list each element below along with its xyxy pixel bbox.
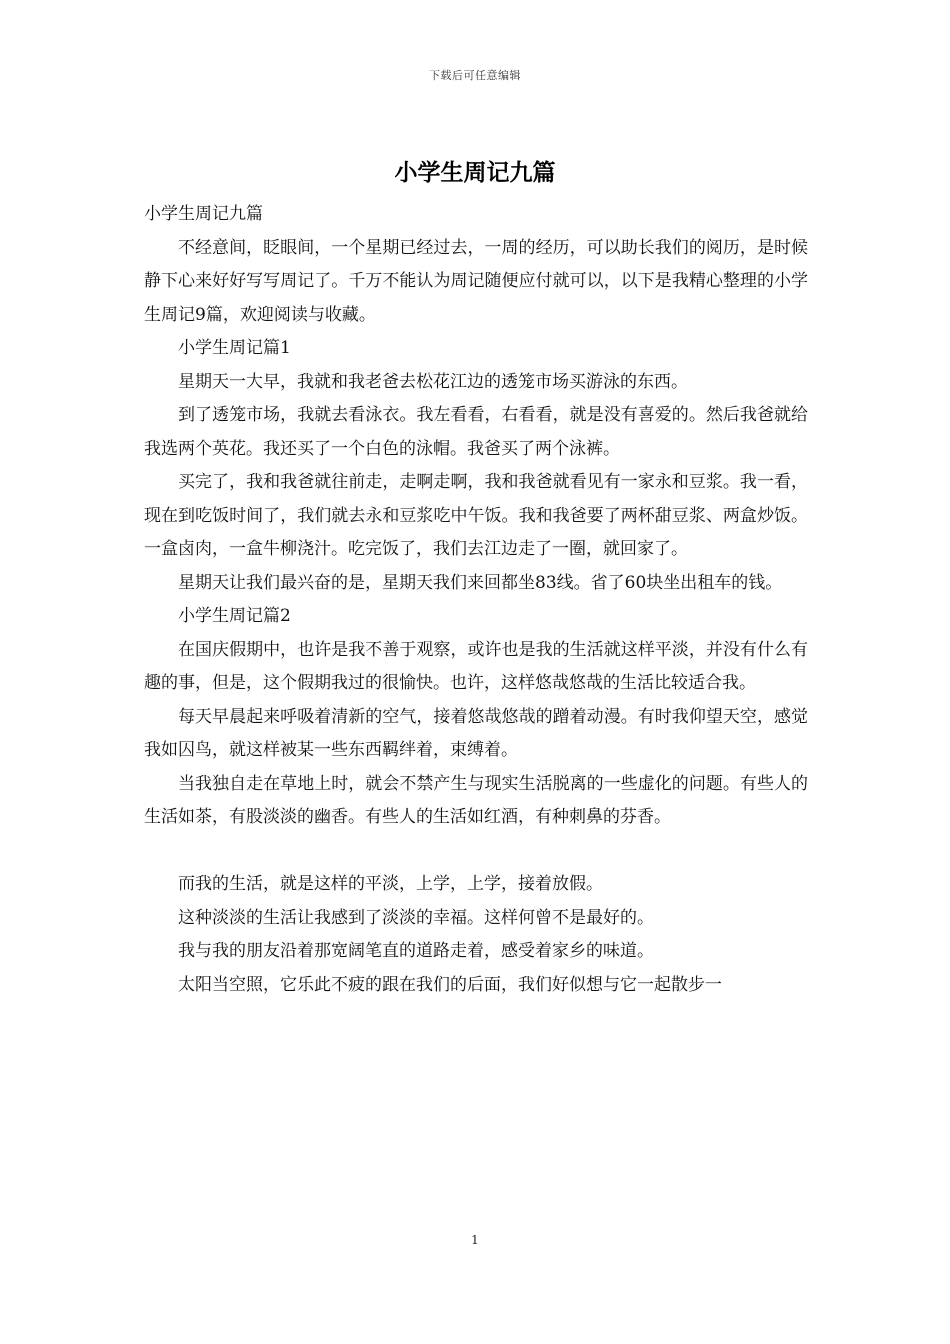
document-body	[144, 198, 808, 1002]
paragraph: 而我的生活，就是这样的平淡，上学，上学，接着放假。	[178, 874, 603, 894]
intro-paragraph: 不经意间，眨眼间，一个星期已经过去，一周的经历，可以助长我们的阅历，是时候静下心来好好写写周记了。千万不能认为周记随便应付就可以，以下是我精心整理的小学生周记9篇，欢迎阅读与收藏。	[144, 237, 808, 325]
paragraph: 我与我的朋友沿着那宽阔笔直的道路走着，感受着家乡的味道。	[178, 941, 654, 961]
paragraph: 每天早晨起来呼吸着清新的空气，接着悠哉悠哉的蹭着动漫。有时我仰望天空，感觉我如囚鸟，就这样被某一些东西羁绊着，束缚着。	[144, 706, 808, 760]
paragraph: 买完了，我和我爸就往前走，走啊走啊，我和我爸就看见有一家永和豆浆。我一看，现在到吃饭时间了，我们就去永和豆浆吃中午饭。我和我爸要了两杯甜豆浆、两盒炒饭。一盒卤肉，一盒牛柳浇汁。吃完饭了，我们去江边走了一圈，就回家了。	[144, 472, 808, 559]
blank-line	[144, 835, 808, 869]
paragraph: 到了透笼市场，我就去看泳衣。我左看看，右看看，就是没有喜爱的。然后我爸就给我选两个英花。我还买了一个白色的泳帽。我爸买了两个泳裤。	[144, 405, 808, 459]
subtitle-paragraph: 小学生周记九篇	[144, 204, 263, 224]
paragraph: 太阳当空照，它乐此不疲的跟在我们的后面，我们好似想与它一起散步一	[178, 974, 722, 995]
header-note: 下载后可任意编辑	[429, 69, 521, 82]
paragraph: 这种淡淡的生活让我感到了淡淡的幸福。这样何曾不是最好的。	[178, 907, 654, 928]
document-title: 小学生周记九篇	[394, 159, 556, 186]
paragraph: 星期天让我们最兴奋的是，星期天我们来回都坐83线。省了60块坐出租车的钱。	[178, 572, 783, 593]
paragraph: 星期天一大早，我就和我老爸去松花江边的透笼市场买游泳的东西。	[178, 371, 688, 392]
section-heading-2: 小学生周记篇2	[178, 606, 291, 626]
paragraph: 在国庆假期中，也许是我不善于观察，或许也是我的生活就这样平淡，并没有什么有趣的事，但是，这个假期我过的很愉快。也许，这样悠哉悠哉的生活比较适合我。	[144, 639, 808, 693]
page-number: 1	[471, 1233, 479, 1247]
paragraph: 当我独自走在草地上时，就会不禁产生与现实生活脱离的一些虚化的问题。有些人的生活如茶，有股淡淡的幽香。有些人的生活如红酒，有种刺鼻的芬香。	[144, 773, 808, 827]
section-heading-1: 小学生周记篇1	[178, 338, 291, 358]
